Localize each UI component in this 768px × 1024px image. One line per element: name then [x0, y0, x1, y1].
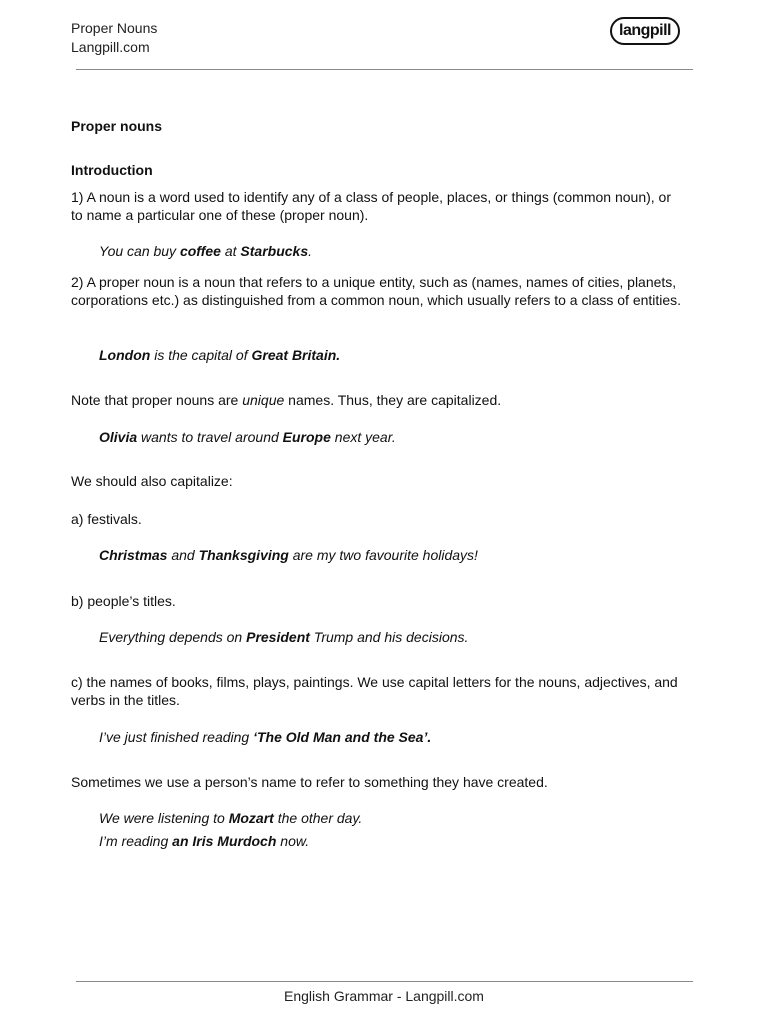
example-3-text: next year. — [330, 429, 396, 445]
capitalize-intro: We should also capitalize: — [71, 473, 233, 489]
example-6-bold: ‘The Old Man and the Sea’. — [253, 729, 432, 745]
note-italic: unique — [242, 392, 285, 408]
note-paragraph — [71, 391, 501, 409]
header-divider — [76, 69, 693, 70]
note-text: names. Thus, they are capitalized. — [284, 392, 502, 408]
example-1-text: at — [220, 243, 241, 259]
document-title: Proper nouns — [71, 118, 163, 134]
list-item-festivals: a) festivals. — [71, 511, 142, 527]
example-1-bold: coffee — [179, 243, 221, 259]
example-5-text: Everything depends on — [99, 629, 247, 645]
example-8-bold: an Iris Murdoch — [172, 833, 277, 849]
example-3 — [99, 428, 396, 446]
example-4-text: are my two favourite holidays! — [288, 547, 478, 563]
example-6 — [99, 728, 431, 746]
example-8-text: I’m reading — [99, 833, 173, 849]
langpill-logo — [610, 17, 680, 45]
example-3-bold: Europe — [282, 429, 331, 445]
header-title: Proper Nouns — [71, 20, 158, 36]
sometimes-paragraph: Sometimes we use a person’s name to refer to something they have created. — [71, 774, 548, 790]
example-5-text: Trump and his decisions. — [309, 629, 469, 645]
example-2-bold: Great Britain. — [251, 347, 341, 363]
example-8-text: now. — [276, 833, 310, 849]
example-7-bold: Mozart — [228, 810, 274, 826]
example-4-bold: Christmas — [99, 547, 168, 563]
list-item-names: c) the names of books, films, plays, paintings. We use capital letters for the nouns, adjectives, and verbs in the titles. — [71, 674, 678, 708]
header-site: Langpill.com — [71, 39, 150, 55]
page-footer: English Grammar - Langpill.com — [284, 988, 484, 1004]
logo-text: langpill — [619, 22, 671, 39]
example-3-text: wants to travel around — [137, 429, 283, 445]
example-6-text: I’ve just finished reading — [99, 729, 254, 745]
example-3-bold: Olivia — [99, 429, 138, 445]
example-8 — [99, 832, 309, 850]
example-5-bold: President — [246, 629, 310, 645]
section-heading: Introduction — [71, 162, 153, 178]
example-2-bold: London — [99, 347, 151, 363]
list-item-titles: b) people’s titles. — [71, 593, 176, 609]
footer-divider — [76, 981, 693, 982]
example-2 — [99, 346, 340, 364]
example-7-text: the other day. — [273, 810, 363, 826]
example-4-bold: Thanksgiving — [198, 547, 289, 563]
paragraph-2: 2) A proper noun is a noun that refers to a unique entity, such as (names, names of cities, planets, corporations etc.) as distinguished from a common noun, which usually refers to a class of entities. — [71, 274, 682, 308]
example-1-bold: Starbucks — [240, 243, 309, 259]
example-1-text: . — [308, 243, 312, 259]
example-4-text: and — [167, 547, 199, 563]
example-4 — [99, 546, 478, 564]
example-7 — [99, 809, 362, 827]
page-header — [71, 19, 157, 57]
example-7-text: We were listening to — [99, 810, 229, 826]
example-1-text: You can buy — [99, 243, 180, 259]
example-1 — [99, 242, 312, 260]
example-5 — [99, 628, 468, 646]
example-2-text: is the capital of — [150, 347, 252, 363]
note-text: Note that proper nouns are — [71, 392, 243, 408]
paragraph-1: 1) A noun is a word used to identify any of a class of people, places, or things (common noun), or to name a particular one of these (proper noun). — [71, 189, 672, 223]
